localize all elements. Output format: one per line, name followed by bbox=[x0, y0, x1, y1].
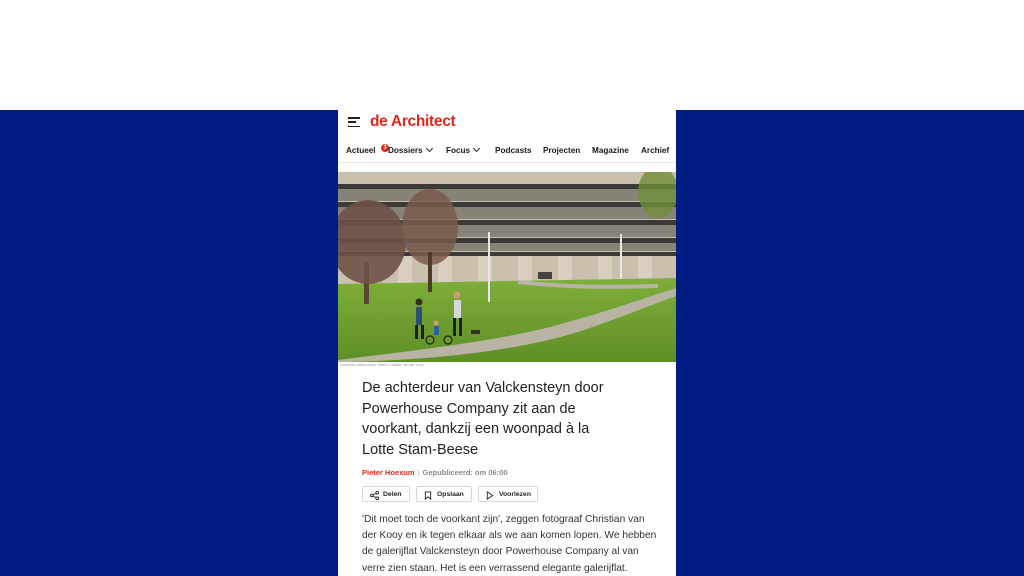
author-link[interactable]: Pieter Hoexum bbox=[362, 468, 415, 477]
nav-item-label: Magazine bbox=[592, 146, 629, 155]
nav-item-label: Focus bbox=[446, 146, 471, 155]
save-button[interactable] bbox=[416, 486, 472, 502]
hamburger-menu-icon[interactable] bbox=[348, 117, 360, 127]
nav-item-focus[interactable] bbox=[446, 146, 479, 155]
share-label: Delen bbox=[383, 491, 402, 498]
image-caption: Galerijflat Valckensteyn. Beeld Christian van der Kooy bbox=[340, 363, 424, 367]
nav-item-label: Projecten bbox=[543, 146, 581, 155]
top-margin bbox=[0, 0, 1024, 110]
mobile-viewport bbox=[338, 110, 676, 576]
nav-item-magazine[interactable] bbox=[592, 146, 629, 155]
nav-item-label: Podcasts bbox=[495, 146, 532, 155]
nav-item-label: Actueel bbox=[346, 146, 376, 155]
publish-time: Gepubliceerd: om 06:00 bbox=[422, 468, 508, 477]
site-logo[interactable]: de Architect bbox=[370, 113, 456, 130]
nav-item-label: Archief bbox=[641, 146, 670, 155]
share-icon bbox=[370, 491, 379, 500]
read-aloud-label: Voorlezen bbox=[499, 491, 531, 498]
byline bbox=[362, 468, 662, 477]
article-intro: 'Dit moet toch de voorkant zijn', zeggen fotograaf Christian van der Kooy en ik tegen elkaar als we aan komen lopen. We hebben de galerijflat Valckensteyn door Powerhouse Company al van verre zien staan. Het is een verrassend elegante galerijflat. bbox=[362, 514, 657, 574]
site-header bbox=[338, 110, 676, 138]
article-header bbox=[362, 378, 662, 477]
nav-item-actueel[interactable] bbox=[346, 145, 387, 155]
nav-item-dossiers[interactable] bbox=[388, 146, 432, 155]
hero-image bbox=[338, 172, 676, 362]
chevron-down-icon bbox=[426, 145, 433, 152]
apartment-building-photo bbox=[338, 172, 676, 362]
save-label: Opslaan bbox=[437, 491, 464, 498]
nav-item-label: Dossiers bbox=[388, 146, 423, 155]
play-icon bbox=[486, 491, 494, 500]
nav-item-podcasts[interactable] bbox=[495, 146, 531, 155]
chevron-down-icon bbox=[473, 145, 480, 152]
article-title: De achterdeur van Valckensteyn door Powerhouse Company zit aan de voorkant, dankzij een woonpad à la Lotte Stam-Beese bbox=[362, 380, 604, 458]
bookmark-icon bbox=[424, 491, 432, 500]
nav-item-archief[interactable] bbox=[641, 146, 669, 155]
main-navigation bbox=[338, 140, 676, 163]
share-button[interactable] bbox=[362, 486, 410, 502]
nav-item-projecten[interactable] bbox=[543, 146, 580, 155]
byline-separator: | bbox=[417, 468, 420, 477]
read-aloud-button[interactable] bbox=[478, 486, 538, 502]
notification-badge: 3 bbox=[381, 144, 389, 152]
